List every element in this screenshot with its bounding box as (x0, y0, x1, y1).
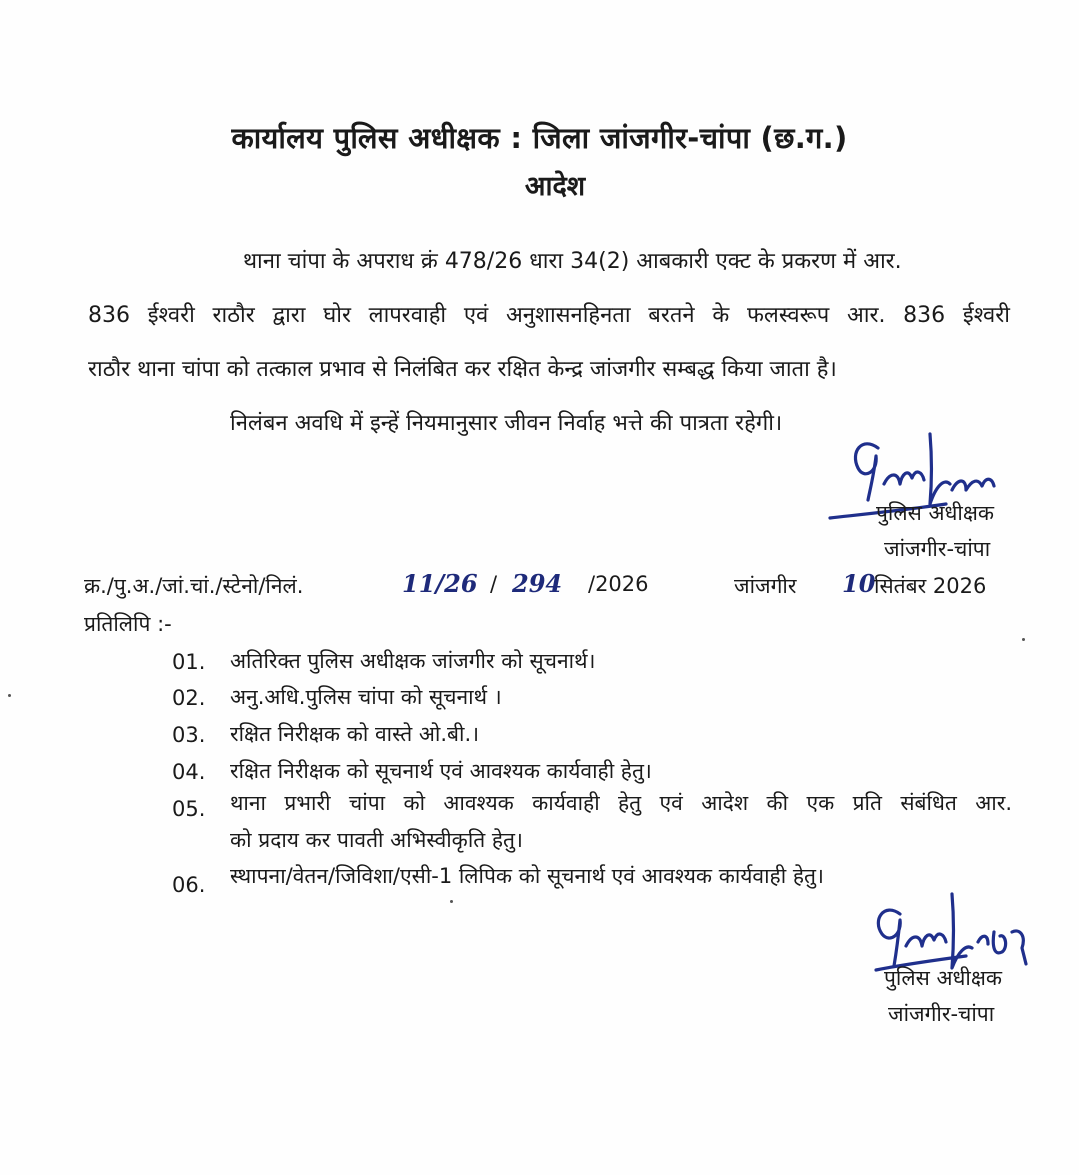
copy-item-text: अनु.अधि.पुलिस चांपा को सूचनार्थ । (230, 685, 502, 709)
signatory-1-place: जांजगीर-चांपा (884, 537, 991, 561)
copy-item-number: 02. (172, 686, 206, 710)
copy-item-number: 05. (172, 797, 206, 821)
reference-handwritten-number: 11/26 (402, 569, 478, 598)
copy-item-text: अतिरिक्त पुलिस अधीक्षक जांजगीर को सूचनार्थ। (230, 649, 596, 673)
copy-item-number: 04. (172, 760, 206, 784)
copy-item-number: 06. (172, 873, 206, 897)
scan-speck (450, 900, 453, 903)
copy-to-label: प्रतिलिपि :- (84, 612, 172, 636)
reference-handwritten-serial: 294 (512, 569, 563, 598)
copy-item-text: थाना प्रभारी चांपा को आवश्यक कार्यवाही हेतु एवं आदेश की एक प्रति संबंधित आर. (230, 791, 1012, 815)
reference-handwritten-day: 10 (842, 569, 876, 598)
copy-item-text-continued: को प्रदाय कर पावती अभिस्वीकृति हेतु। (230, 828, 523, 852)
copy-item-text: रक्षित निरीक्षक को वास्ते ओ.बी.। (230, 722, 480, 746)
signatory-1-designation: पुलिस अधीक्षक (876, 501, 995, 525)
order-title: आदेश (524, 171, 586, 202)
reference-prefix: क्र./पु.अ./जां.चां./स्टेनो/निलं. (84, 574, 304, 598)
reference-date: सितंबर 2026 (874, 574, 987, 598)
copy-item-number: 01. (172, 650, 206, 674)
reference-place: जांजगीर (734, 574, 797, 598)
copy-item-text: स्थापना/वेतन/जिविशा/एसी-1 लिपिक को सूचनार्थ एवं आवश्यक कार्यवाही हेतु। (230, 864, 824, 888)
copy-item-number: 03. (172, 723, 206, 747)
order-paragraph-line-2: 836 ईश्वरी राठौर द्वारा घोर लापरवाही एवं अनुशासनहिनता बरतने के फलस्वरूप आर. 836 ईश्वरी (88, 303, 1010, 328)
scan-speck (8, 694, 11, 697)
copy-item-text: रक्षित निरीक्षक को सूचनार्थ एवं आवश्यक कार्यवाही हेतु। (230, 759, 652, 783)
office-header: कार्यालय पुलिस अधीक्षक : जिला जांजगीर-चांपा (छ.ग.) (231, 121, 848, 155)
signatory-2-place: जांजगीर-चांपा (888, 1002, 995, 1026)
suspension-allowance-paragraph: निलंबन अवधि में इन्हें नियमानुसार जीवन निर्वाह भत्ते की पात्रता रहेगी। (230, 411, 783, 436)
reference-year: /2026 (588, 572, 649, 596)
order-paragraph-line-1: थाना चांपा के अपराध क्रं 478/26 धारा 34(2) आबकारी एक्ट के प्रकरण में आर. (243, 249, 902, 274)
scan-speck (1022, 638, 1025, 641)
order-paragraph-line-3: राठौर थाना चांपा को तत्काल प्रभाव से निलंबित कर रक्षित केन्द्र जांजगीर सम्बद्ध किया जाता है। (88, 357, 837, 382)
reference-separator: / (490, 572, 498, 596)
signatory-2-designation: पुलिस अधीक्षक (884, 966, 1003, 990)
